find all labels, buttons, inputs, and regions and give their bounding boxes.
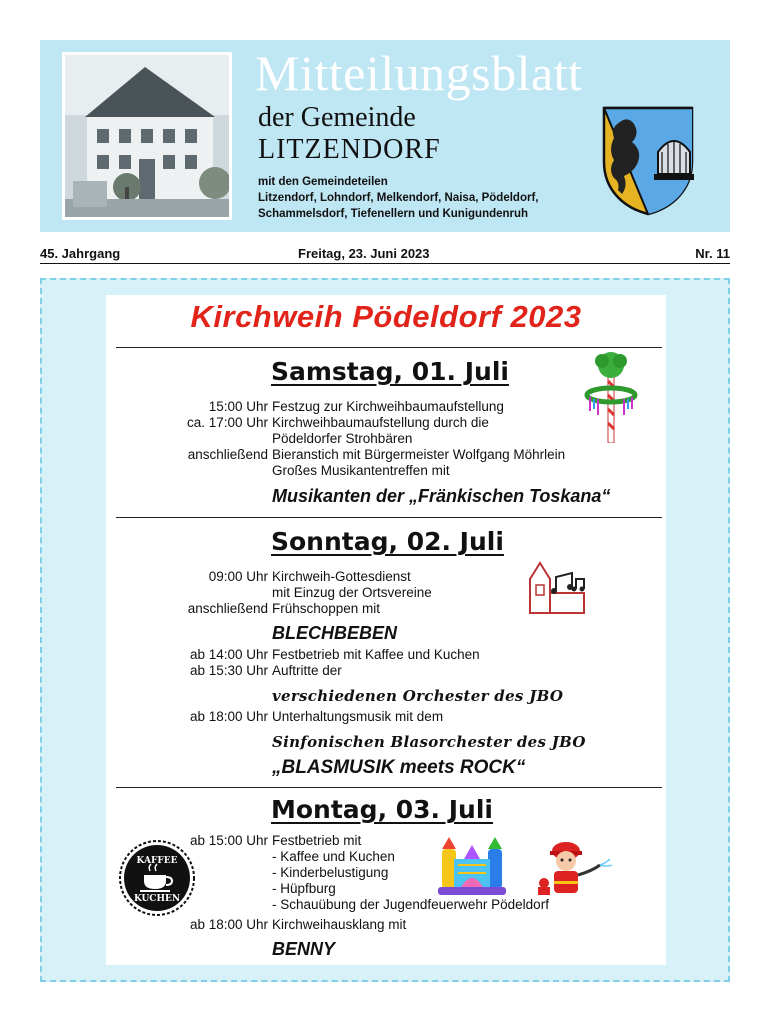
parts-list-line1: Litzendorf, Lohndorf, Melkendorf, Naisa, Pödeldorf, xyxy=(258,192,539,204)
blechbeben-highlight: BLECHBEBEN xyxy=(272,623,398,643)
divider xyxy=(116,787,662,788)
day-heading-sunday: Sonntag, 02. Juli xyxy=(271,527,504,556)
bouncy-castle-icon xyxy=(436,831,508,897)
benny-highlight: BENNY xyxy=(272,939,336,959)
town-hall-photo xyxy=(62,52,232,220)
day-heading-saturday: Samstag, 01. Juli xyxy=(271,357,509,386)
badge-text-top: KAFFEE xyxy=(136,856,178,866)
issue-date: Freitag, 23. Juni 2023 xyxy=(298,246,430,261)
parts-intro: mit den Gemeindeteilen xyxy=(258,176,388,188)
firefighter-icon xyxy=(536,835,614,897)
masthead xyxy=(40,40,730,232)
parts-list-line2: Schammelsdorf, Tiefenellern und Kunigundenruh xyxy=(258,208,529,220)
saturday-highlight: Musikanten der „Fränkischen Toskana“ xyxy=(272,486,611,506)
divider xyxy=(116,347,662,348)
coffee-cake-badge-icon xyxy=(118,839,196,917)
church-music-icon xyxy=(526,559,588,615)
blasmusik-rock-highlight: „BLASMUSIK meets ROCK“ xyxy=(272,757,526,778)
masthead-title: Mitteilungsblatt xyxy=(255,45,583,101)
day-heading-monday: Montag, 03. Juli xyxy=(271,795,493,824)
municipality-name: LITZENDORF xyxy=(258,134,441,165)
coat-of-arms-icon xyxy=(600,104,696,216)
issue-volume: 45. Jahrgang xyxy=(40,246,121,261)
issue-number: Nr. 11 xyxy=(695,246,730,261)
poster-title: Kirchweih Pödeldorf 2023 xyxy=(190,299,582,334)
issue-line xyxy=(40,246,730,264)
maypole-icon xyxy=(582,351,640,443)
divider xyxy=(116,517,662,518)
badge-text-bottom: KUCHEN xyxy=(133,894,181,904)
kirchweih-poster: Kirchweih Pödeldorf 2023 Samstag, 01. Juli 15:00 Uhr Festzug zur Kirchweihbaumaufstellung ca. 17:00 Uhr Kirchweihbaumaufstellung durch die Pödeldorfer Strohbären anschließend Bieranstich mit Bürgermeister Wolfgang Möhrlein Großes Musikantentreffen mit Musikanten der „Fränkischen Toskana“ Sonntag, 02. Juli 09:00 Uhr Kirchweih-Gottesdienst mit Einzug der Ortsvereine anschließend Frühschoppen mit BLECHBEBEN ab 14:00 Uhr Festbetrieb mit Kaffee und Kuchen ab 15:30 Uhr Auftritte der verschiedenen Orchester des JBO ab 18:00 Uhr Unterhaltungsmusik mit dem Sinfonischen Blasorchester des JBO „BLASMUSIK meets ROCK“ Montag, 03. Juli ab 15:00 Uhr Festbetrieb mit - Kaffee und Kuchen - Kinderbelustigung - Hüpfburg - Schauübung der Jugendfeuerwehr Pödeldorf ab 18:00 Uhr Kirchweihausklang mit BENNY KAFFEE KUCHEN xyxy=(106,295,666,965)
jbo-symphonic: Sinfonischen Blasorchester des JBO xyxy=(272,733,586,751)
jbo-orchestras: verschiedenen Orchester des JBO xyxy=(272,687,564,705)
masthead-subtitle: der Gemeinde xyxy=(258,102,416,133)
poster-frame xyxy=(40,278,730,982)
